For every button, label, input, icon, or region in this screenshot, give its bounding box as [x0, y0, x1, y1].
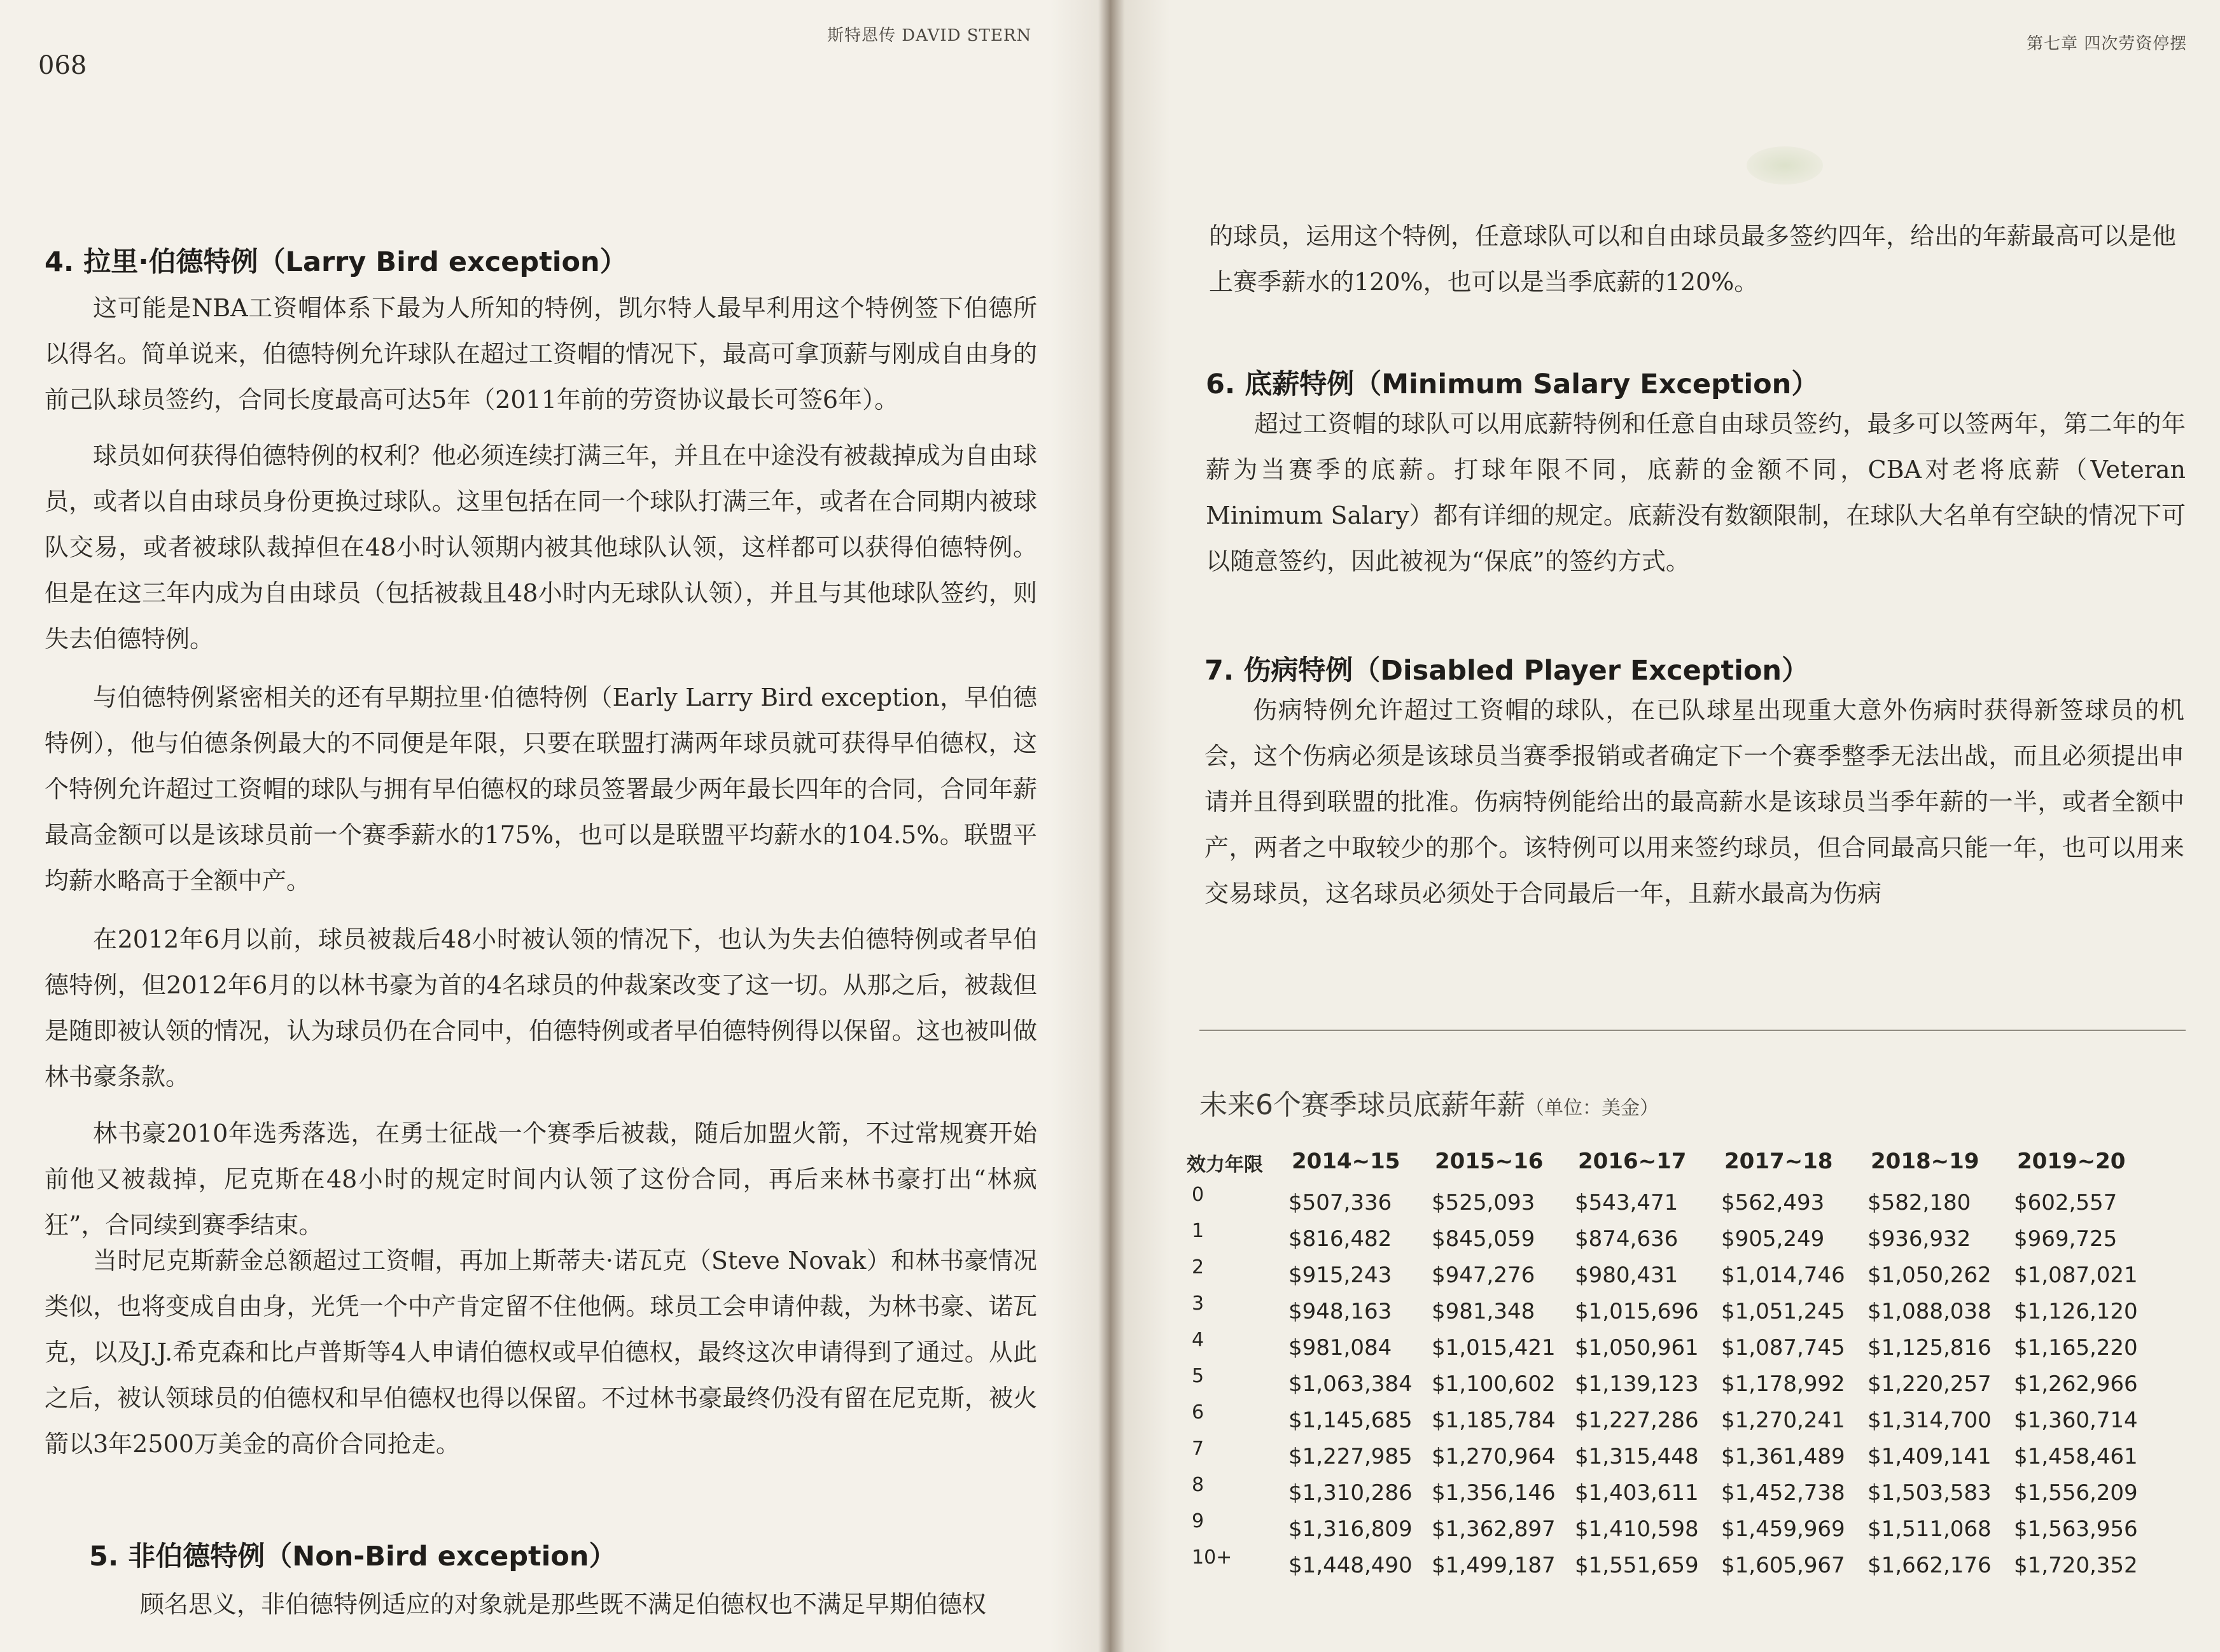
salary-cell: $562,493 — [1721, 1190, 1825, 1215]
salary-cell: $948,163 — [1288, 1299, 1392, 1324]
table-title — [1199, 1082, 1659, 1123]
years-of-service-cell: 0 — [1192, 1184, 1204, 1206]
right-page — [1110, 0, 2220, 1652]
salary-cell: $1,605,967 — [1721, 1553, 1845, 1578]
season-header: 2019~20 — [2017, 1149, 2126, 1174]
divider-rule — [1199, 1030, 2186, 1031]
salary-cell: $816,482 — [1288, 1226, 1392, 1252]
page-number: 068 — [38, 51, 87, 80]
years-of-service-cell: 10+ — [1192, 1546, 1232, 1569]
salary-cell: $1,315,448 — [1575, 1444, 1699, 1469]
salary-cell: $981,084 — [1288, 1335, 1392, 1361]
salary-cell: $874,636 — [1575, 1226, 1679, 1252]
salary-cell: $602,557 — [2014, 1190, 2118, 1215]
salary-cell: $1,448,490 — [1288, 1553, 1413, 1578]
salary-cell: $1,499,187 — [1432, 1553, 1556, 1578]
salary-cell: $1,503,583 — [1867, 1480, 1992, 1506]
salary-cell: $947,276 — [1432, 1263, 1535, 1288]
years-of-service-cell: 9 — [1192, 1510, 1204, 1532]
paragraph: 林书豪2010年选秀落选，在勇士征战一个赛季后被裁，随后加盟火箭，不过常规赛开始前他又被裁掉，尼克斯在48小时的规定时间内认领了这份合同，再后来林书豪打出“林疯狂”，合同续到赛季结束。 — [45, 1119, 1037, 1239]
salary-cell: $1,556,209 — [2014, 1480, 2138, 1506]
salary-cell: $543,471 — [1575, 1190, 1679, 1215]
years-of-service-cell: 4 — [1192, 1329, 1204, 1351]
paragraph: 这可能是NBA工资帽体系下最为人所知的特例，凯尔特人最早利用这个特例签下伯德所以得名。简单说来，伯德特例允许球队在超过工资帽的情况下，最高可拿顶薪与刚成自由身的前己队球员签约，合同长度最高可达5年（2011年前的劳资协议最长可签6年）。 — [45, 294, 1037, 414]
salary-cell: $1,262,966 — [2014, 1371, 2138, 1397]
salary-cell: $525,093 — [1432, 1190, 1535, 1215]
running-head-left: 斯特恩传 DAVID STERN — [827, 26, 1032, 45]
years-of-service-cell: 5 — [1192, 1365, 1204, 1387]
salary-cell: $507,336 — [1288, 1190, 1392, 1215]
paragraph: 当时尼克斯薪金总额超过工资帽，再加上斯蒂夫·诺瓦克（Steve Novak）和林书豪情况类似，也将变成自由身，光凭一个中产肯定留不住他俩。球员工会申请仲裁，为林书豪、诺瓦克，以及J.J.希克森和比卢普斯等4人申请伯德权或早伯德权，最终这次申请得到了通过。从此之后，被认领球员的伯德权和早伯德权也得以保留。不过林书豪最终仍没有留在尼克斯，被火箭以3年2500万美金的高价合同抢走。 — [45, 1247, 1037, 1458]
section-heading-non-bird: 5. 非伯德特例（Non-Bird exception） — [89, 1541, 617, 1572]
salary-cell: $1,015,421 — [1432, 1335, 1556, 1361]
salary-cell: $1,178,992 — [1721, 1371, 1845, 1397]
salary-cell: $936,932 — [1867, 1226, 1971, 1252]
years-of-service-cell: 8 — [1192, 1474, 1204, 1496]
section-heading-disabled-player: 7. 伤病特例（Disabled Player Exception） — [1204, 655, 1810, 687]
running-head-right: 第七章 四次劳资停摆 — [2027, 34, 2188, 53]
salary-cell: $1,014,746 — [1721, 1263, 1845, 1288]
paragraph-continuation: 的球员，运用这个特例，任意球队可以和自由球员最多签约四年，给出的年薪最高可以是他上赛季薪水的120%，也可以是当季底薪的120%。 — [1209, 222, 2177, 296]
salary-cell: $1,145,685 — [1288, 1408, 1413, 1433]
salary-cell: $1,356,146 — [1432, 1480, 1556, 1506]
salary-cell: $1,125,816 — [1867, 1335, 1992, 1361]
salary-cell: $1,316,809 — [1288, 1516, 1413, 1542]
years-of-service-cell: 2 — [1192, 1256, 1204, 1278]
salary-cell: $1,185,784 — [1432, 1408, 1556, 1433]
salary-cell: $1,459,969 — [1721, 1516, 1845, 1542]
salary-cell: $1,088,038 — [1867, 1299, 1992, 1324]
paragraph: 球员如何获得伯德特例的权利？他必须连续打满三年，并且在中途没有被裁掉成为自由球员，或者以自由球员身份更换过球队。这里包括在同一个球队打满三年，或者在合同期内被球队交易，或者被球队裁掉但在48小时认领期内被其他球队认领，这样都可以获得伯德特例。但是在这三年内成为自由球员（包括被裁且48小时内无球队认领），并且与其他球队签约，则失去伯德特例。 — [45, 442, 1037, 653]
years-of-service-cell: 7 — [1192, 1438, 1204, 1460]
table-title-text: 未来6个赛季球员底薪年薪 — [1199, 1089, 1525, 1121]
season-header: 2018~19 — [1871, 1149, 1979, 1174]
salary-cell: $1,410,598 — [1575, 1516, 1699, 1542]
salary-cell: $1,720,352 — [2014, 1553, 2138, 1578]
salary-cell: $1,015,696 — [1575, 1299, 1699, 1324]
salary-cell: $1,409,141 — [1867, 1444, 1992, 1469]
salary-cell: $845,059 — [1432, 1226, 1535, 1252]
paragraph: 超过工资帽的球队可以用底薪特例和任意自由球员签约，最多可以签两年，第二年的年薪为当赛季的底薪。打球年限不同，底薪的金额不同，CBA对老将底薪（Veteran Minimum Salary）都有详细的规定。底薪没有数额限制，在球队大名单有空缺的情况下可以随意签约，因此被视为“保底”的签约方式。 — [1206, 410, 2186, 575]
salary-cell: $1,403,611 — [1575, 1480, 1699, 1506]
season-header: 2016~17 — [1578, 1149, 1687, 1174]
salary-cell: $1,227,286 — [1575, 1408, 1699, 1433]
paragraph: 与伯德特例紧密相关的还有早期拉里·伯德特例（Early Larry Bird exception，早伯德特例），他与伯德条例最大的不同便是年限，只要在联盟打满两年球员就可获得早伯德权，这个特例允许超过工资帽的球队与拥有早伯德权的球员签署最少两年最长四年的合同，合同年薪最高金额可以是该球员前一个赛季薪水的175%，也可以是联盟平均薪水的104.5%。联盟平均薪水略高于全额中产。 — [45, 683, 1037, 895]
table-unit: （单位：美金） — [1525, 1097, 1659, 1119]
season-header: 2017~18 — [1724, 1149, 1833, 1174]
salary-cell: $1,563,956 — [2014, 1516, 2138, 1542]
salary-cell: $1,100,602 — [1432, 1371, 1556, 1397]
salary-cell: $1,362,897 — [1432, 1516, 1556, 1542]
salary-cell: $1,063,384 — [1288, 1371, 1413, 1397]
table-corner-header: 效力年限 — [1187, 1154, 1263, 1176]
salary-cell: $915,243 — [1288, 1263, 1392, 1288]
years-of-service-cell: 1 — [1192, 1220, 1204, 1242]
salary-cell: $1,270,241 — [1721, 1408, 1845, 1433]
years-of-service-cell: 6 — [1192, 1401, 1204, 1424]
salary-cell: $1,314,700 — [1867, 1408, 1992, 1433]
salary-cell: $1,360,714 — [2014, 1408, 2138, 1433]
salary-cell: $1,310,286 — [1288, 1480, 1413, 1506]
salary-cell: $1,551,659 — [1575, 1553, 1699, 1578]
paragraph: 伤病特例允许超过工资帽的球队，在已队球星出现重大意外伤病时获得新签球员的机会，这个伤病必须是该球员当赛季报销或者确定下一个赛季整季无法出战，而且必须提出申请并且得到联盟的批准。伤病特例能给出的最高薪水是该球员当季年薪的一半，或者全额中产，两者之中取较少的那个。该特例可以用来签约球员，但合同最高只能一年，也可以用来交易球员，这名球员必须处于合同最后一年，且薪水最高为伤病 — [1204, 696, 2184, 907]
salary-cell: $1,220,257 — [1867, 1371, 1992, 1397]
salary-cell: $969,725 — [2014, 1226, 2118, 1252]
salary-cell: $1,050,961 — [1575, 1335, 1699, 1361]
salary-cell: $1,511,068 — [1867, 1516, 1992, 1542]
salary-cell: $1,139,123 — [1575, 1371, 1699, 1397]
salary-cell: $582,180 — [1867, 1190, 1971, 1215]
salary-cell: $1,452,738 — [1721, 1480, 1845, 1506]
season-header: 2014~15 — [1292, 1149, 1400, 1174]
salary-cell: $1,087,021 — [2014, 1263, 2138, 1288]
paragraph: 在2012年6月以前，球员被裁后48小时被认领的情况下，也认为失去伯德特例或者早伯德特例，但2012年6月的以林书豪为首的4名球员的仲裁案改变了这一切。从那之后，被裁但是随即被认领的情况，认为球员仍在合同中，伯德特例或者早伯德特例得以保留。这也被叫做林书豪条款。 — [45, 925, 1037, 1091]
salary-cell: $1,458,461 — [2014, 1444, 2138, 1469]
salary-cell: $1,361,489 — [1721, 1444, 1845, 1469]
salary-cell: $905,249 — [1721, 1226, 1825, 1252]
season-header: 2015~16 — [1435, 1149, 1544, 1174]
section-heading-larry-bird: 4. 拉里·伯德特例（Larry Bird exception） — [45, 246, 627, 278]
salary-cell: $1,165,220 — [2014, 1335, 2138, 1361]
salary-cell: $1,050,262 — [1867, 1263, 1992, 1288]
salary-cell: $1,126,120 — [2014, 1299, 2138, 1324]
years-of-service-cell: 3 — [1192, 1292, 1204, 1315]
salary-cell: $1,087,745 — [1721, 1335, 1845, 1361]
salary-cell: $1,227,985 — [1288, 1444, 1413, 1469]
salary-cell: $1,662,176 — [1867, 1553, 1992, 1578]
salary-cell: $1,270,964 — [1432, 1444, 1556, 1469]
page-stain — [1747, 146, 1823, 185]
section-heading-minimum-salary: 6. 底薪特例（Minimum Salary Exception） — [1206, 368, 1819, 400]
salary-cell: $981,348 — [1432, 1299, 1535, 1324]
paragraph: 顾名思义，非伯德特例适应的对象就是那些既不满足伯德权也不满足早期伯德权 — [140, 1590, 987, 1618]
salary-cell: $980,431 — [1575, 1263, 1679, 1288]
salary-cell: $1,051,245 — [1721, 1299, 1845, 1324]
